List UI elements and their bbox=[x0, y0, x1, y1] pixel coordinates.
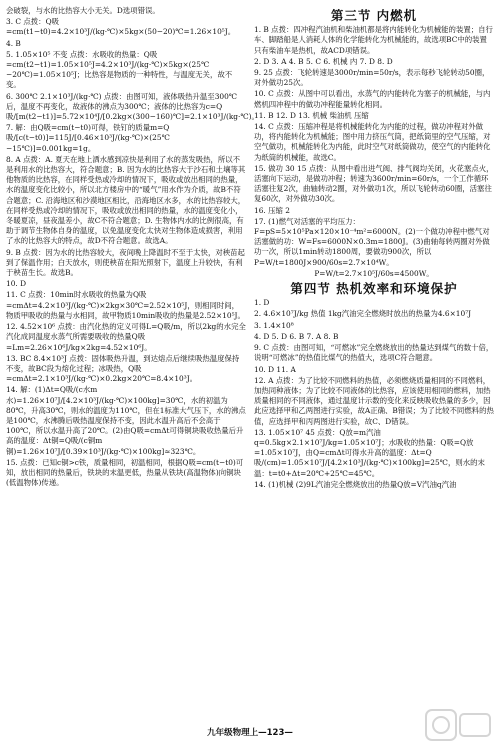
answer-item: 10. D bbox=[6, 279, 27, 289]
left-column bbox=[6, 6, 259, 489]
answer-item: 14. C 点拨：压缩冲程是将机械能转化为内能的过程，做功冲程对外做功，将内能转化为机械能；图中用力挤压气筒，把纸筒里的空气压缩，对空气做功，机械能转化为内能，此时空气对纸筒做功，使空气的内能转化为纸筒的机械能，故选C。 bbox=[254, 122, 491, 162]
page-footer: 九年级物理上—123— bbox=[207, 728, 293, 738]
answer-item: 1. D bbox=[254, 298, 270, 308]
answer-item: 5. 1.05×10⁵ 不变 点拨：水吸收的热量：Q吸=cm(t2−t1)=1.05×10⁵J=4.2×10³J/(kg·℃)×5kg×(25℃−20℃)=1.05×10⁵J；比热容是物质的一种特性，与温度无关，故不变。 bbox=[6, 49, 233, 90]
answer-item: 12. 4.52×10⁶ 点拨：由汽化热的定义可得L=Q吸/m，所以2kg的水完全汽化成同温度水蒸气所需要吸收的热量Q吸=Lm=2.26×10⁶J/kg×2kg=4.52×10⁶J。 bbox=[6, 322, 246, 352]
answer-item: 10. C 点拨：从图中可以看出，水蒸气的内能转化为塞子的机械能，与内燃机四冲程中的做功冲程能量转化相同。 bbox=[254, 89, 491, 109]
answer-item: P=W/t=2.7×10⁵J/60s=4500W。 bbox=[314, 268, 434, 278]
answer-item: 1. B 点拨：四冲程汽油机和柴油机都是将内能转化为机械能的装置；自行车、脚踏船是人消耗人体的化学能转化为机械能的，故选项BC中的装置只有柴油车是热机，故ACD项错误。 bbox=[254, 25, 493, 55]
answer-item: 14. 解：(1)Δt=Q吸/(c水m水)=1.26×10⁷J/[4.2×10³J/(kg·℃)×100kg]=30℃，水的初温为80℃，升高30℃，则水的温度为110℃，但在1标准大气压下，水的沸点是100℃，水沸腾后吸热温度保持不变，因此水温升高后不会高于100℃，所以水温升高了20℃。(2)由Q吸=cmΔt可得铜块吸收热量后升高的温度：Δt铜=Q吸/(c铜m铜)=1.26×10⁷J/[0.39×10³J/(kg·℃)×100kg]≈323℃。 bbox=[6, 385, 246, 456]
watermark-icon bbox=[424, 706, 494, 746]
answer-item: 11. B 12. D 13. 机械 柴油机 压缩 bbox=[254, 110, 369, 120]
section-title: 第三节 内燃机 bbox=[330, 8, 418, 23]
answer-item: 11. C 点拨：10min时水吸收的热量为Q吸=cmΔt=4.2×10³J/(kg·℃)×2kg×30℃=2.52×10⁵J，则相同时间，物质甲吸收的热量与水相同，故甲物质10min吸收的热量是2.52×10⁵J。 bbox=[6, 290, 245, 320]
answer-item: 15. 点拨：已知c铜>c铁，质量相同，初温相同，根据Q吸=cm(t−t0)可知，放出相同的热量后，铁块的末温更低，热量从铁块(高温物体)向铜块(低温物体)传递。 bbox=[6, 457, 244, 488]
answer-item: 12. A 点拨：为了比较不同燃料的热值，必须燃烧质量相同的不同燃料，加热同种液体；为了比较不同液体的比热容，应该使用相同的燃料，加热质量相同的不同液体，通过温度计示数的变化来反映吸收热量的多少，因此应选择甲和乙两图进行实验，故A正确、B错误；为了比较不同燃料的热值，应选择甲和丙两图进行实验，故C、D错误。 bbox=[254, 375, 494, 426]
answer-item: 9. C 点拨：由图可知，“可燃冰”完全燃烧放出的热量达到煤气的数十倍，说明“可燃冰”的热值比煤气的热值大，选项C符合题意。 bbox=[254, 343, 494, 363]
answer-item: 17. (1)燃气对活塞的平均压力：F=pS=5×10⁵Pa×120×10⁻⁴m²=6000N。(2)一个做功冲程中燃气对活塞做的功：W=Fs=6000N×0.3m=1800J。(3)曲轴每转两圈对外做功一次，所以1min转动1800周，要做功900次，所以P=W/t=1800J×900/60s=2.7×10⁴W。 bbox=[254, 216, 490, 267]
answer-item: 3. 1.4×10⁸ bbox=[254, 320, 294, 330]
answer-item: 14. (1)机械 (2)9L汽油完全燃烧放出的热量Q放=V汽油q汽油 bbox=[254, 479, 457, 489]
answer-item: 8. A 点拨：A. 夏天在地上洒水感到凉快是利用了水的蒸发吸热，所以不是利用水的比热容大，符合题意；B. 因为水的比热容大于沙石和土壤等其他物质的比热容，在同样受热或冷却的情况下，吸收或放出相同的热量，水的温度变化比较小，所以北方楼房中的“暖气”用水作为介质，故B不符合题意；C. 沿海地区和沙漠地区相比，沿海地区水多，水的比热容较大，在同样受热或冷却的情况下，吸收或放出相同的热量，水的温度变化小，冬暖夏凉，昼夜温差小，故C不符合题意；D. 生物体内水的比例很高，有助于调节生物体自身的温度，以免温度变化太快对生物体造成损害，利用了水的比热容大的特点，故D不符合题意。故选A。 bbox=[6, 154, 246, 246]
right-column bbox=[254, 6, 494, 491]
answer-item: 6. 300℃ 2.1×10³J/(kg·℃) 点拨：由图可知，液体吸热升温至300℃后，温度不再变化，故液体的沸点为300℃；液体的比热容为c=Q吸/[m(t2−t1)]=5.72×10⁴J/[0.2kg×(300−160)℃]=2.1×10³J/(kg·℃)。 bbox=[6, 91, 259, 122]
answer-item: 10. D 11. A bbox=[254, 364, 296, 374]
section-title: 第四节 热机效率和环境保护 bbox=[290, 281, 458, 297]
answer-item: 2. D 3. A 4. B 5. C 6. 机械 内 7. D 8. D bbox=[254, 56, 393, 66]
answer-item: 3. C 点拨：Q吸=cm(t1−t0)=4.2×10³J/(kg·℃)×5kg×(50−20)℃=1.26×10⁵J。 bbox=[6, 17, 236, 37]
answer-item: 7. 解：由Q吸=cm(t−t0)可得，铁钉的质量m=Q吸/[c(t−t0)]=115J/[0.46×10³J/(kg·℃)×(25℃−15℃)]=0.001kg=1g。 bbox=[6, 123, 170, 153]
answer-item: 13. BC 8.4×10³J 点拨：固体吸热升温，到达熔点后继续吸热温度保持不变，故BC段为熔化过程；冰吸热，Q吸=cmΔt=2.1×10³J/(kg·℃)×0.2kg×20℃=8.4×10³J。 bbox=[6, 353, 240, 384]
answer-item: 9. B 点拨：因为水的比热容较大，夜间晚上降温时不至于太快，对秧苗起到了保温作用；白天放水，则使秧苗在阳光照射下，温度上升较快，有利于秧苗生长。故选B。 bbox=[6, 247, 245, 278]
answer-item: 会破裂，与水的比热容大小无关。D选项错误。 bbox=[6, 6, 160, 15]
answer-item: 2. 4.6×10⁷J/kg 热值 1kg汽油完全燃烧时放出的热量为4.6×10⁷J bbox=[254, 309, 472, 319]
answer-item: 13. 1.05×10⁷ 45 点拨：Q放=m汽油q=0.5kg×2.1×10⁷J/kg=1.05×10⁷J；水吸收的热量：Q吸=Q放=1.05×10⁷J，由Q=cmΔt可得水升高的温度：Δt=Q吸/(cm)=1.05×10⁷J/[4.2×10³J/(kg·℃)×100kg]=25℃，则水的末温：t=t0+Δt=20℃+25℃=45℃。 bbox=[254, 427, 485, 478]
answer-item: 4. D 5. D 6. B 7. A 8. B bbox=[254, 331, 339, 341]
answer-item: 15. 做功 30 15 点拨：从图中看出进气阀、排气阀均关闭，火花塞点火，活塞向下运动，是做功冲程；转速为3600r/min=60r/s，一个工作循环活塞往复2次，曲轴转动2圈，对外做功1次，所以飞轮转动60圈，活塞往复60次，对外做功30次。 bbox=[254, 163, 494, 204]
answer-item: 4. B bbox=[6, 38, 21, 48]
answer-item: 16. 压缩 2 bbox=[254, 205, 290, 215]
answer-item: 9. 25 点拨：飞轮转速是3000r/min=50r/s，表示每秒飞轮转动50圈，对外做功25次。 bbox=[254, 68, 490, 88]
